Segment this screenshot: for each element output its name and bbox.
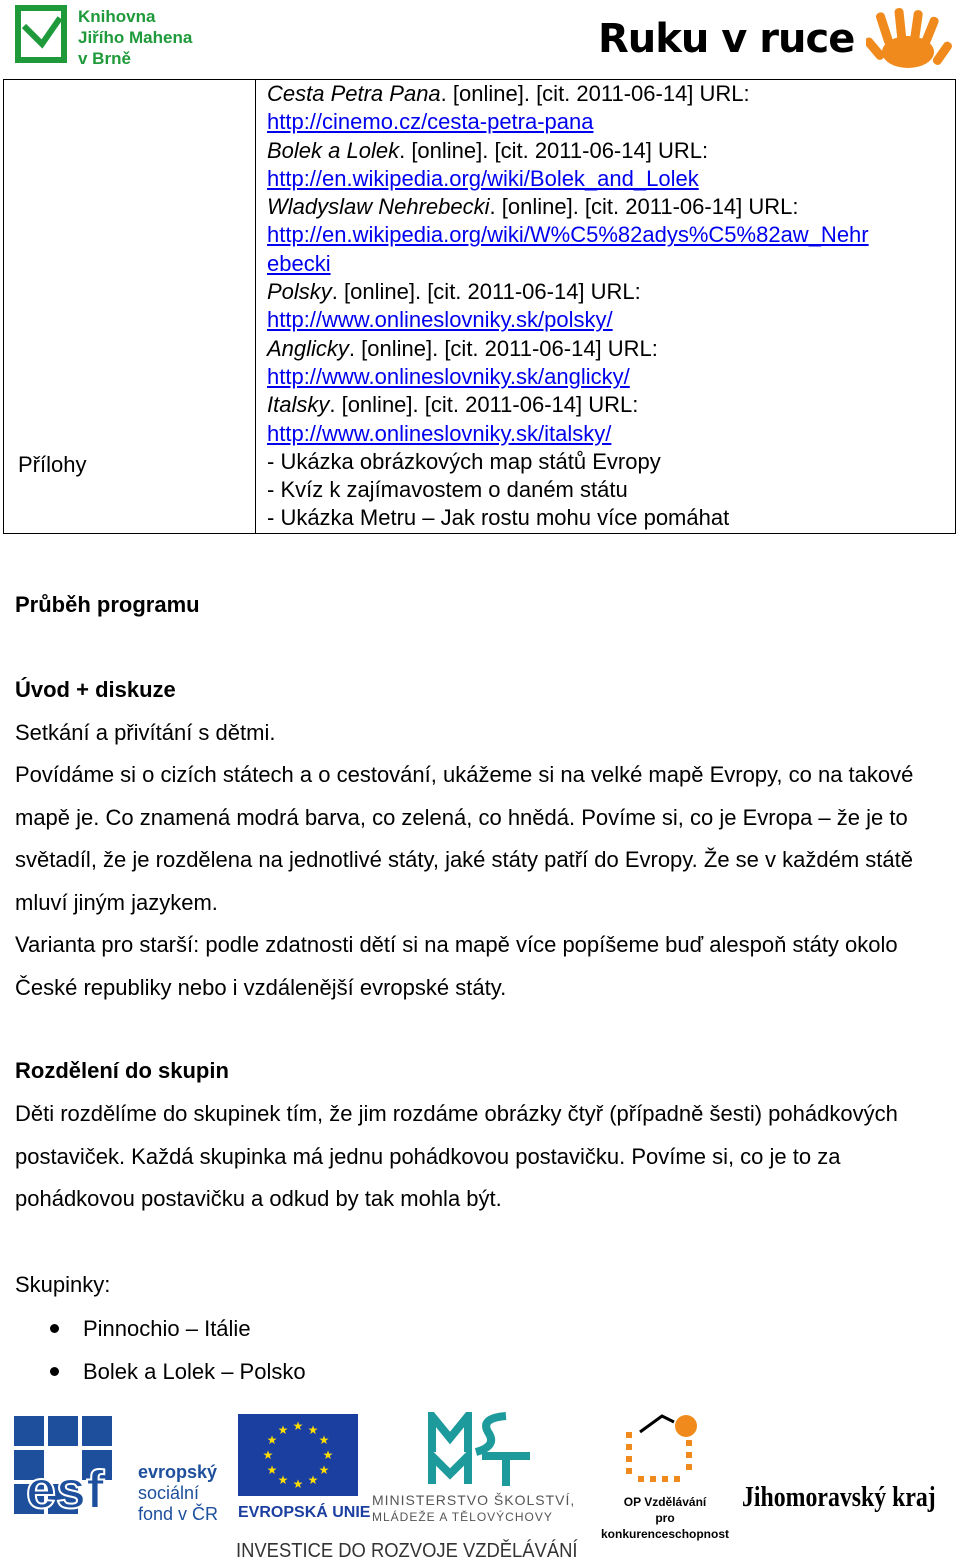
library-name-line: v Brně: [78, 49, 131, 68]
library-logo: [14, 4, 214, 70]
table-divider: [255, 80, 256, 533]
op-line: OP Vzdělávání: [623, 1495, 707, 1509]
references-table: [3, 79, 956, 534]
library-emblem-icon: [14, 4, 70, 68]
reference-citation: . [online]. [cit. 2011-06-14] URL:: [440, 81, 750, 106]
section-heading: Rozdělení do skupin: [15, 1058, 229, 1083]
eu-logo: [236, 1412, 371, 1530]
msmt-line: MLÁDEŽE A TĚLOVÝCHOVY: [372, 1510, 553, 1524]
paragraph: Setkání a přivítání s dětmi.: [15, 720, 276, 745]
msmt-logo: [370, 1412, 586, 1530]
svg-text:★: ★: [277, 1473, 289, 1487]
svg-text:★: ★: [322, 1448, 334, 1462]
reference-title-text: Polsky: [267, 279, 332, 305]
attachment-item: - Ukázka Metru – Jak rostu mohu více pomáhat: [267, 505, 730, 531]
eu-flag-icon: [236, 1412, 360, 1498]
table-row-label: Přílohy: [18, 452, 87, 477]
esf-line: evropský: [138, 1462, 218, 1482]
svg-text:esf: esf: [26, 1460, 105, 1520]
esf-line: fond v ČR: [138, 1504, 219, 1524]
bullet-icon: [50, 1324, 59, 1333]
eu-label: EVROPSKÁ UNIE: [238, 1504, 371, 1521]
hands-icon: [866, 6, 958, 76]
reference-title: [267, 193, 957, 221]
investment-slogan: INVESTICE DO ROZVOJE VZDĚLÁVÁNÍ: [236, 1540, 578, 1562]
library-name-line: Knihovna: [78, 7, 156, 26]
attachment-item: - Ukázka obrázkových map států Evropy: [267, 448, 661, 474]
jmk-text: Jihomoravský kraj: [742, 1482, 936, 1513]
reference-title: [267, 137, 957, 165]
list-item: [50, 1316, 251, 1342]
reference-citation: . [online]. [cit. 2011-06-14] URL:: [348, 335, 658, 361]
svg-text:★: ★: [318, 1463, 330, 1477]
reference-title: [267, 391, 957, 419]
section-heading: Úvod + diskuze: [15, 677, 176, 702]
project-logo-text: Ruku v ruce: [598, 16, 855, 62]
svg-text:★: ★: [292, 1477, 304, 1491]
reference-title-text: Cesta Petra Pana: [267, 81, 441, 106]
svg-text:★: ★: [307, 1423, 319, 1437]
reference-link[interactable]: http://en.wikipedia.org/wiki/W%C5%82adys%C5%82aw_Nehr: [267, 222, 869, 248]
esf-mark-icon: [14, 1412, 134, 1522]
op-text: [596, 1494, 734, 1542]
reference-citation: . [online]. [cit. 2011-06-14] URL:: [489, 194, 799, 220]
library-name-line: Jiřího Mahena: [78, 28, 193, 47]
list-item-text: Pinnochio – Itálie: [83, 1316, 251, 1341]
bullet-icon: [50, 1367, 59, 1376]
jmk-logo: [742, 1460, 952, 1530]
list-item-text: Bolek a Lolek – Polsko: [83, 1359, 306, 1384]
reference-citation: . [online]. [cit. 2011-06-14] URL:: [399, 137, 709, 163]
reference-title: [267, 335, 957, 363]
table-cell-references: [267, 80, 957, 533]
paragraph: Povídáme si o cizích státech a o cestování, ukážeme si na velké mapě Evropy, co na takové mapě je. Co znamená modrá barva, co zelená, co hnědá. Povíme si, co je Evropa – že je to světadíl, že je rozdělena na jednotlivé státy, jaké státy patří do Evropy. Že se v každém státě mluví jiným jazykem.: [15, 762, 914, 915]
op-mark-icon: [622, 1412, 706, 1488]
op-logo: [596, 1412, 734, 1541]
reference-link[interactable]: http://cinemo.cz/cesta-petra-pana: [267, 109, 594, 135]
esf-logo: [14, 1412, 226, 1530]
svg-text:★: ★: [292, 1419, 304, 1433]
svg-text:★: ★: [318, 1433, 330, 1447]
reference-title: [267, 80, 957, 108]
reference-citation: . [online]. [cit. 2011-06-14] URL:: [331, 279, 641, 305]
msmt-line: MINISTERSTVO ŠKOLSTVÍ,: [372, 1492, 576, 1508]
reference-title-text: Bolek a Lolek: [267, 137, 400, 163]
reference-title-text: Italsky: [267, 392, 330, 418]
section-heading: Průběh programu: [15, 592, 200, 617]
reference-link[interactable]: http://www.onlineslovniky.sk/anglicky/: [267, 363, 630, 389]
reference-citation: . [online]. [cit. 2011-06-14] URL:: [329, 392, 639, 418]
msmt-text: [372, 1492, 575, 1526]
reference-title-text: Wladyslaw Nehrebecki: [267, 194, 490, 220]
list-item: [50, 1359, 306, 1385]
reference-link[interactable]: http://www.onlineslovniky.sk/italsky/: [267, 420, 612, 446]
svg-text:★: ★: [277, 1423, 289, 1437]
reference-link[interactable]: http://www.onlineslovniky.sk/polsky/: [267, 307, 613, 333]
reference-link[interactable]: http://en.wikipedia.org/wiki/Bolek_and_Lolek: [267, 165, 699, 191]
reference-title-text: Anglicky: [267, 335, 349, 361]
project-logo: [598, 6, 960, 76]
svg-text:★: ★: [266, 1463, 278, 1477]
msmt-mark-icon: [426, 1412, 536, 1488]
attachment-item: - Kvíz k zajímavostem o daném státu: [267, 477, 628, 503]
esf-line: sociální: [138, 1483, 200, 1503]
svg-text:★: ★: [307, 1473, 319, 1487]
reference-link-continued[interactable]: ebecki: [267, 250, 331, 276]
esf-text: [138, 1462, 218, 1525]
reference-title: [267, 278, 957, 306]
paragraph: Varianta pro starší: podle zdatnosti dětí si na mapě více popíšeme buď alespoň státy okolo České republiky nebo i vzdálenější evropské státy.: [15, 932, 898, 1000]
svg-text:★: ★: [262, 1448, 274, 1462]
groups-label: Skupinky:: [15, 1272, 111, 1297]
svg-text:★: ★: [266, 1433, 278, 1447]
paragraph: Děti rozdělíme do skupinek tím, že jim rozdáme obrázky čtyř (případně šesti) pohádkových postaviček. Každá skupinka má jednu pohádkovou postavičku. Povíme si, co je to za pohádkovou postavičku a odkud by tak mohla být.: [15, 1101, 898, 1211]
library-name: [78, 6, 192, 69]
op-line: pro konkurenceschopnost: [600, 1511, 730, 1541]
